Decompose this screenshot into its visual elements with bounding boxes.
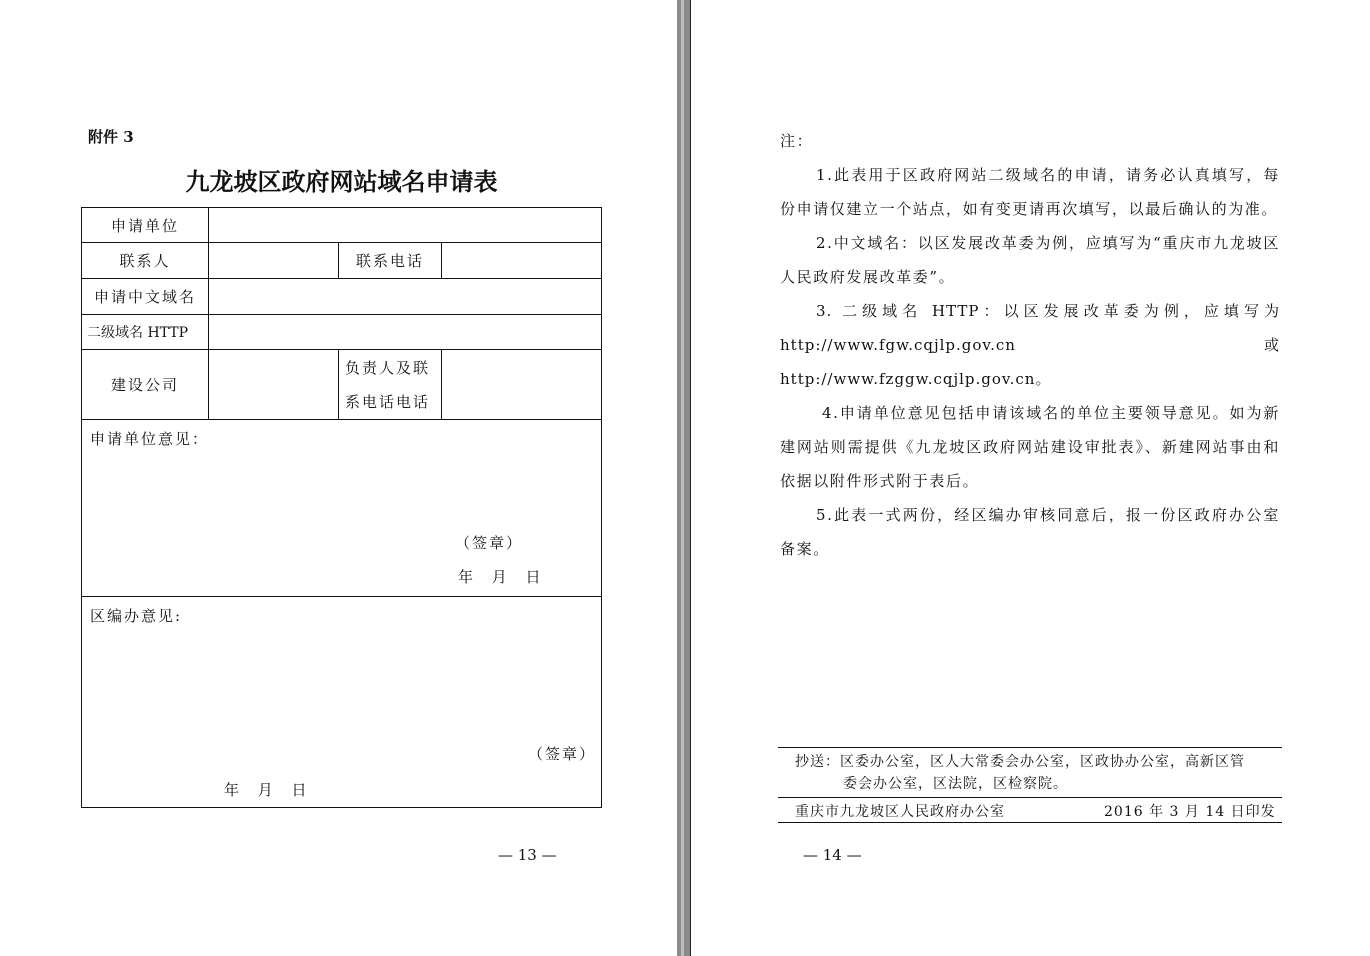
table-row: [82, 243, 602, 279]
contact-phone-label: 联系电话: [339, 243, 442, 279]
secondary-domain-field[interactable]: [209, 315, 602, 350]
applicant-seal-label: （签章）: [455, 534, 524, 552]
district-date-label: 年 月 日: [224, 781, 309, 799]
table-row: [82, 350, 602, 420]
applicant-unit-field[interactable]: [209, 208, 602, 243]
issuer-name: 重庆市九龙坡区人民政府办公室: [795, 804, 1005, 820]
note-item: 3. 二级域名 HTTP：以区发展改革委为例，应填写为 http://www.fgw.cqjlp.gov.cn 或 http://www.fzggw.cqjlp.gov.cn。: [780, 302, 1280, 388]
notes-heading: 注：: [780, 132, 814, 150]
note-item: 4.申请单位意见包括申请该域名的单位主要领导意见。如为新建网站则需提供《九龙坡区政府网站建设审批表》、新建网站事由和依据以附件形式附于表后。: [780, 404, 1280, 490]
applicant-opinion-cell[interactable]: [82, 420, 602, 597]
footer-top-rule: [778, 747, 1282, 748]
responsible-contact-field[interactable]: [442, 350, 602, 420]
page-number-left: — 13 —: [498, 846, 557, 864]
note-item: 5.此表一式两份，经区编办审核同意后，报一份区政府办公室备案。: [780, 506, 1280, 558]
footer-middle-rule: [778, 797, 1282, 798]
page-gutter: [677, 0, 690, 956]
applicant-date-label: 年 月 日: [458, 568, 543, 586]
responsible-contact-line1: 负责人及联: [345, 358, 431, 377]
table-row: [82, 597, 602, 808]
application-form-table: [81, 207, 602, 808]
cc-list: [795, 751, 1275, 795]
responsible-contact-line2: 系电话电话: [345, 392, 431, 411]
form-title: 九龙坡区政府网站域名申请表: [185, 167, 498, 196]
cc-line: 委会办公室，区法院，区检察院。: [843, 776, 1068, 792]
construction-company-field[interactable]: [209, 350, 339, 420]
district-seal-label: （签章）: [528, 745, 597, 763]
note-item: 1.此表用于区政府网站二级域名的申请，请务必认真填写，每份申请仅建立一个站点，如有变更请再次填写，以最后确认的为准。: [780, 166, 1280, 218]
issue-date: 2016 年 3 月 14 日印发: [1104, 804, 1276, 820]
responsible-contact-label: [339, 350, 442, 420]
contact-person-label: 联系人: [82, 243, 209, 279]
table-row: [82, 315, 602, 350]
table-row: [82, 279, 602, 315]
table-row: [82, 208, 602, 243]
district-opinion-cell[interactable]: [82, 597, 602, 808]
document-page-13: [0, 0, 678, 956]
applicant-unit-label: 申请单位: [82, 208, 209, 243]
notes-section: [780, 124, 1280, 566]
contact-person-field[interactable]: [209, 243, 339, 279]
page-number-right: — 14 —: [803, 846, 862, 864]
district-opinion-label: 区编办意见:: [90, 607, 183, 625]
footer-bottom-rule: [778, 822, 1282, 823]
cc-line: 抄送：区委办公室，区人大常委会办公室，区政协办公室，高新区管: [795, 754, 1245, 770]
chinese-domain-label: 申请中文域名: [82, 279, 209, 315]
contact-phone-field[interactable]: [442, 243, 602, 279]
table-row: [82, 420, 602, 597]
chinese-domain-field[interactable]: [209, 279, 602, 315]
attachment-label: 附件 3: [88, 128, 134, 146]
construction-company-label: 建设公司: [82, 350, 209, 420]
secondary-domain-label: 二级域名 HTTP: [82, 315, 209, 350]
note-item: 2.中文域名：以区发展改革委为例，应填写为“重庆市九龙坡区人民政府发展改革委”。: [780, 234, 1280, 286]
applicant-opinion-label: 申请单位意见：: [90, 430, 210, 448]
